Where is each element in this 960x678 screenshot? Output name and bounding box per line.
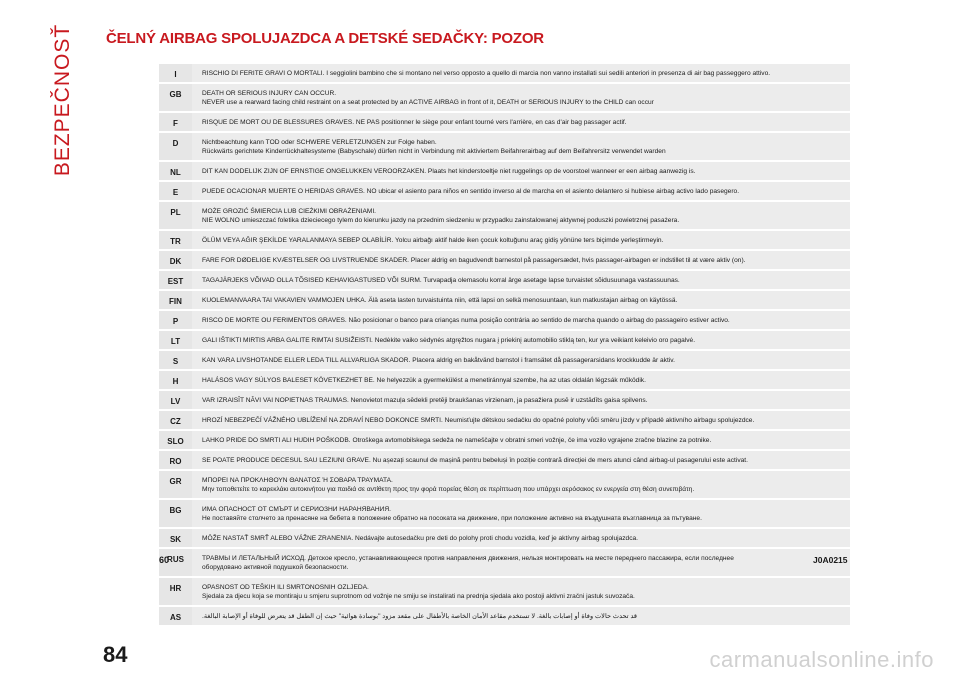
warning-text — [192, 548, 850, 577]
table-row — [159, 430, 850, 450]
table-row — [159, 112, 850, 132]
warning-text — [192, 430, 850, 450]
warning-line: RISCHIO DI FERITE GRAVI O MORTALI. I seggiolini bambino che si montano nel verso opposto a quello di marcia non vanno installati sui sedili anteriori in presenza di air bag passeggero attivo. — [202, 70, 771, 77]
warning-line: Sjedala za djecu koja se montiraju u smjeru suprotnom od vožnje ne smiju se instalirati na prednja sjedala ako postoji aktivni zračni jastuk suvozača. — [202, 593, 635, 600]
table-row — [159, 290, 850, 310]
page-number: 84 — [103, 642, 128, 667]
warning-line: Nichtbeachtung kann TOD oder SCHWERE VERLETZUNGEN zur Folge haben. — [202, 139, 437, 146]
warning-text — [192, 370, 850, 390]
warning-text — [192, 64, 850, 83]
warning-line: HROZÍ NEBEZPEČÍ VÁŽNÉHO UBLÍŽENÍ NA ZDRAVÍ NEBO DOKONCE SMRTI. Neumisťujte dětskou sedačku do opačné polohy vůči směru jízdy v případě aktivního airbagu spolujezdce. — [202, 417, 755, 424]
table-row — [159, 310, 850, 330]
language-code: HR — [159, 577, 192, 606]
language-code: RUS — [159, 548, 192, 577]
warning-text — [192, 577, 850, 606]
table-row — [159, 390, 850, 410]
language-code: TR — [159, 230, 192, 250]
language-code: CZ — [159, 410, 192, 430]
language-code: S — [159, 350, 192, 370]
warning-line: NIE WOLNO umieszczać foletika dzieciecego tylem do kierunku jazdy na przednim siedzeniu w przypadku zainstalowanej aktywnej poduszki powietrznej pasażera. — [202, 217, 680, 224]
warning-line: Rückwärts gerichtete Kinderrückhaltesysteme (Babyschale) dürfen nicht in Verbindung mit aktiviertem Beifahrerairbag auf dem Beifahrersitz verwendet warden — [202, 148, 666, 155]
warning-text — [192, 290, 850, 310]
table-row — [159, 201, 850, 230]
warning-line: ТРАВМЫ И ЛЕТАЛЬНЫЙ ИСХОД. Детское кресло, устанавливающееся против направления движения, нельзя монтировать на месте переднего пассажира, если последнее — [202, 555, 734, 562]
table-row — [159, 450, 850, 470]
warning-line: FARE FOR DØDELIGE KVÆSTELSER OG LIVSTRUENDE SKADER. Placer aldrig en bagudvendt barnestol på passagersædet, hvis passager-airbagen er indstillet til at være aktiv (on). — [202, 257, 746, 264]
language-code: LT — [159, 330, 192, 350]
warning-line: OPASNOST OD TEŠKIH ILI SMRTONOSNIH OZLJEDA. — [202, 584, 369, 591]
warning-line: MOŻE GROZIĆ ŚMIERCIA LUB CIEŻKIMI OBRAŻENIAMI. — [202, 208, 377, 215]
warning-text — [192, 606, 850, 626]
warning-text — [192, 270, 850, 290]
table-row — [159, 577, 850, 606]
language-code: GR — [159, 470, 192, 499]
table-row — [159, 132, 850, 161]
language-code: LV — [159, 390, 192, 410]
table-row — [159, 270, 850, 290]
warning-text — [192, 410, 850, 430]
warning-line: GALI IŠTIKTI MIRTIS ARBA GALITE RIMTAI SUSIŽEISTI. Nedėkite vaiko sėdynės atgręžtos nugara į priekinį automobilio stiklą ten, kur yra veikiant keleivio oro pagalvė. — [202, 337, 696, 344]
warning-line: ΜΠΟΡΕΙ ΝΑ ΠΡΟΚΛΗΘΟΥΝ ΘΑΝΑΤΟΣ Ή ΣΟΒΑΡΑ ΤΡΑΥΜΑΤΑ. — [202, 477, 393, 484]
warning-text — [192, 528, 850, 548]
language-code: F — [159, 112, 192, 132]
section-side-title — [50, 23, 76, 177]
warning-line: оборудовано активной подушкой безопасности. — [202, 564, 349, 571]
table-row — [159, 410, 850, 430]
warning-text — [192, 390, 850, 410]
language-code: D — [159, 132, 192, 161]
warning-text — [192, 330, 850, 350]
section-side-title-text: BEZPEČNOSŤ — [51, 23, 75, 177]
figure-image-code: J0A0215 — [813, 555, 848, 565]
language-code: SLO — [159, 430, 192, 450]
warning-text — [192, 350, 850, 370]
watermark-text: carmanualsonline.info — [709, 647, 934, 672]
table-row — [159, 230, 850, 250]
language-code: NL — [159, 161, 192, 181]
warning-text — [192, 450, 850, 470]
warning-text — [192, 112, 850, 132]
table-row — [159, 499, 850, 528]
warning-text — [192, 161, 850, 181]
warning-line: Μην τοποθετείτε το καρεκλάκι αυτοκινήτου για παιδιά σε αντίθετη προς την φορά πορείας θέση σε περίπτωση που υπάρχει αερόσακος εν ενεργεία στη θέση συνεπιβάτη. — [202, 486, 695, 493]
warning-line: DEATH OR SERIOUS INJURY CAN OCCUR. — [202, 90, 337, 97]
language-code: GB — [159, 83, 192, 112]
table-row — [159, 470, 850, 499]
warning-line: LAHKO PRIDE DO SMRTI ALI HUDIH POŠKODB. Otroškega avtomobilskega sedeža ne nameščajte v obratni smeri vožnje, če ima vozilo vgrajene zračne blazine za potnike. — [202, 437, 712, 444]
table-row — [159, 181, 850, 201]
language-code: EST — [159, 270, 192, 290]
language-code: H — [159, 370, 192, 390]
table-row — [159, 250, 850, 270]
warning-line: قد تحدث حالات وفاة أو إصابات بالغة. لا تستخدم مقاعد الأمان الخاصة بالأطفال على مقعد مزود "بوسادة هوائية" حيث إن الطفل قد يتعرض للوفاة أو الإصابة البالغة. — [202, 613, 638, 620]
warning-line: TAGAJÄRJEKS VÕIVAD OLLA TÕSISED KEHAVIGASTUSED VÕI SURM. Turvapadja olemasolu korral ärge asetage lapse turvaistet sõidusuunaga vastassuunas. — [202, 277, 680, 284]
figure-page-reference: 60 — [159, 555, 170, 565]
language-code: RO — [159, 450, 192, 470]
warning-text — [192, 201, 850, 230]
language-code: BG — [159, 499, 192, 528]
warning-line: DIT KAN DODELIJK ZIJN OF ERNSTIGE ONGELUKKEN VEROORZAKEN. Plaats het kinderstoeltje niet ruggelings op de voorstoel wanneer er een airbag aanwezig is. — [202, 168, 696, 175]
warning-line: ÖLÜM VEYA AĞIR ŞEKİLDE YARALANMAYA SEBEP OLABİLİR. Yolcu airbağı aktif halde iken çocuk koltuğunu araç gidiş yönüne ters biçimde yerleştirmeyin. — [202, 237, 664, 244]
table-row — [159, 330, 850, 350]
warning-text — [192, 181, 850, 201]
table-row — [159, 606, 850, 626]
language-code: I — [159, 64, 192, 83]
language-code: P — [159, 310, 192, 330]
language-code: PL — [159, 201, 192, 230]
airbag-warning-table — [159, 64, 850, 627]
warning-line: RISQUE DE MORT OU DE BLESSURES GRAVES. NE PAS positionner le siège pour enfant tourné vers l'arrière, en cas d'air bag passager actif. — [202, 119, 627, 126]
warning-text — [192, 310, 850, 330]
language-code: DK — [159, 250, 192, 270]
warning-text — [192, 499, 850, 528]
language-code: AS — [159, 606, 192, 626]
warning-line: ИМА ОПАСНОСТ ОТ СМЪРТ И СЕРИОЗНИ НАРАНЯВАНИЯ. — [202, 506, 392, 513]
warning-line: MÔŽE NASTAŤ SMRŤ ALEBO VÁŽNE ZRANENIA. Nedávajte autosedačku pre deti do polohy proti chodu vozidla, keď je aktívny airbag spolujazdca. — [202, 535, 639, 542]
warning-line: VAR IZRAISĪT NĀVI VAI NOPIETNAS TRAUMAS. Nenovietot mazuļa sēdekli pretēji braukšanas virzienam, ja pasažiera pusē ir uzstādīts gaisa spilvens. — [202, 397, 648, 404]
warning-text — [192, 470, 850, 499]
table-row — [159, 528, 850, 548]
warning-line: HALÁSOS VAGY SÚLYOS BALESET KÖVETKEZHET BE. Ne helyezzük a gyermekülést a menetiránnyal szembe, ha az utas oldalán légzsák működik. — [202, 377, 646, 384]
table-row — [159, 548, 850, 577]
warning-line: Не поставяйте столчето за пренасяне на бебета в положение обратно на посоката на движение, при положение активно на въздушната възглавница за пътуване. — [202, 515, 702, 522]
language-code: E — [159, 181, 192, 201]
language-code: FIN — [159, 290, 192, 310]
warning-line: PUEDE OCACIONAR MUERTE O HERIDAS GRAVES. NO ubicar el asiento para niños en sentido inverso al de marcha en el asiento delantero si hubiese airbag activo lado pasegero. — [202, 188, 740, 195]
warning-line: RISCO DE MORTE OU FERIMENTOS GRAVES. Não posicionar o banco para crianças numa posição contrária ao sentido de marcha quando o airbag do passageiro estiver activo. — [202, 317, 730, 324]
warning-line: SE POATE PRODUCE DECESUL SAU LEZIUNI GRAVE. Nu așezați scaunul de mașină pentru bebeluși în poziție contrară direcției de mers atunci când airbag-ul pasagerului este activat. — [202, 457, 748, 464]
language-code: SK — [159, 528, 192, 548]
table-row — [159, 370, 850, 390]
table-row — [159, 161, 850, 181]
table-row — [159, 350, 850, 370]
table-row — [159, 64, 850, 83]
warning-text — [192, 230, 850, 250]
warning-text — [192, 132, 850, 161]
table-row — [159, 83, 850, 112]
warning-line: KAN VARA LIVSHOTANDE ELLER LEDA TILL ALLVARLIGA SKADOR. Placera aldrig en bakåtvänd barnstol i framsätet då passagerarsidans krockkudde är aktiv. — [202, 357, 675, 364]
warning-text — [192, 83, 850, 112]
warning-line: NEVER use a rearward facing child restraint on a seat protected by an ACTIVE AIRBAG in front of it, DEATH or SERIOUS INJURY to the CHILD can occur — [202, 99, 654, 106]
warning-line: KUOLEMANVAARA TAI VAKAVIEN VAMMOJEN UHKA. Älä aseta lasten turvaistuinta niin, että lapsi on selkä menosuuntaan, kun matkustajan airbag on käytössä. — [202, 297, 678, 304]
warning-text — [192, 250, 850, 270]
page-title: ČELNÝ AIRBAG SPOLUJAZDCA A DETSKÉ SEDAČKY: POZOR — [106, 30, 544, 47]
